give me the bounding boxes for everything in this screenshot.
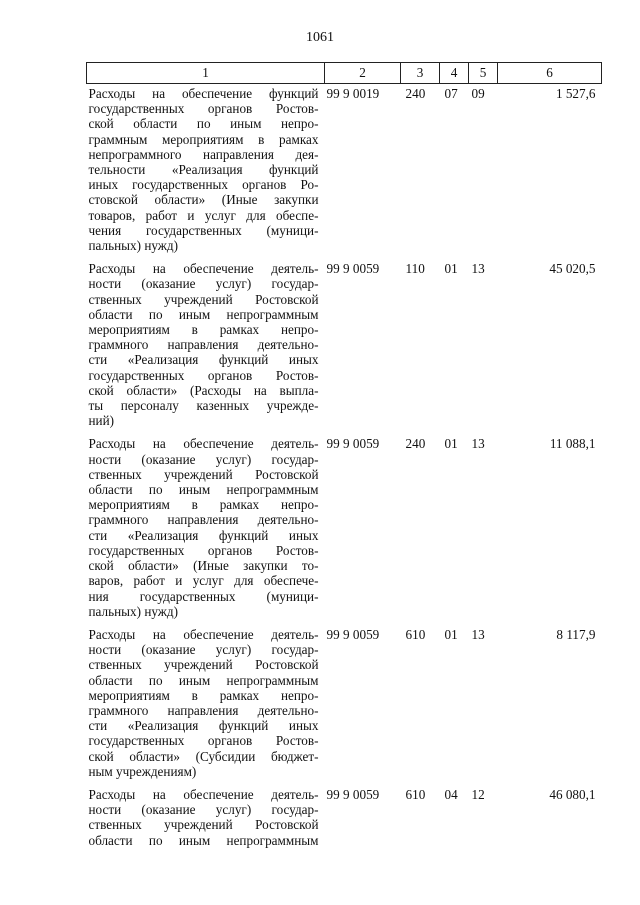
spacer-cell [498,779,602,787]
spacer-cell [498,428,602,436]
header-col-2: 2 [325,63,401,84]
spacer-cell [469,619,498,627]
spacer-cell [87,779,325,787]
expense-description [87,787,325,848]
subsection-code: 13 [471,626,485,642]
spacer-cell [440,428,469,436]
description-line: граммного направления деятельно- [88,337,319,353]
target-article-code: 99 9 0059 [326,786,380,802]
spacer-cell [440,779,469,787]
spacer-cell [325,619,401,627]
subsection-code: 12 [471,786,485,802]
subsection-code: 09 [471,86,485,101]
spacer-cell [440,619,469,627]
description-line: Расходы на обеспечение деятель- [88,626,319,642]
description-line: ской области» (Субсидии бюджет- [88,748,319,764]
description-line: ской области по иным непро- [88,116,319,132]
description-line: сти «Реализация функций иных [88,527,319,543]
description-line: Расходы на обеспечение деятель- [88,436,319,452]
expense-type-code: 240 [405,86,426,101]
spacer-cell [401,619,440,627]
row-spacer [87,253,602,261]
spacer-cell [87,619,325,627]
description-line: тельности «Реализация функций [88,162,319,178]
amount-value: 8 117,9 [556,626,596,642]
table-body [87,84,602,848]
page-number: 1061 [306,30,334,45]
row-spacer [87,779,602,787]
description-line: Расходы на обеспечение деятель- [88,786,319,802]
expense-description [87,627,325,779]
amount-value: 46 080,1 [549,786,596,802]
description-line: государственных органов Ростов- [88,733,319,749]
target-article-code: 99 9 0019 [326,86,380,101]
description-line: граммного направления деятельно- [88,512,319,528]
description-line: непрограммного направления дея- [88,146,319,162]
expense-description [87,84,325,254]
header-col-3: 3 [401,63,440,84]
target-article-code: 99 9 0059 [326,436,380,452]
section-code: 01 [444,436,458,452]
table-header [87,63,602,84]
description-line: ний) [88,413,115,429]
description-line: ской области» (Иные закупки то- [88,558,319,574]
spacer-cell [440,253,469,261]
description-line: пальных) нужд) [88,603,179,619]
spacer-cell [87,428,325,436]
spacer-cell [401,779,440,787]
description-line: иных государственных органов Ро- [88,177,319,193]
spacer-cell [498,619,602,627]
expense-type-code: 240 [405,436,426,452]
expense-description [87,436,325,618]
description-line: ности (оказание услуг) государ- [88,451,319,467]
spacer-cell [469,253,498,261]
spacer-cell [469,428,498,436]
header-col-1: 1 [87,63,325,84]
header-col-4: 4 [440,63,469,84]
description-line: области по иным непрограммным [88,482,319,498]
description-line: мероприятиям в рамках непро- [88,687,319,703]
description-line: области по иным непрограммным [88,672,319,688]
description-line: граммным мероприятиям в рамках [88,131,319,147]
spacer-cell [401,428,440,436]
description-line: государственных органов Ростов- [88,101,319,117]
description-line: ным учреждениям) [88,763,197,779]
header-col-5: 5 [469,63,498,84]
spacer-cell [401,253,440,261]
description-line: ния государственных (муници- [88,588,319,604]
description-line: пальных) нужд) [88,238,179,254]
description-line: ской области» (Расходы на выпла- [88,382,319,398]
description-line: Расходы на обеспечение функций [88,86,319,101]
header-row [87,63,602,84]
description-line: сти «Реализация функций иных [88,352,319,368]
description-line: ности (оказание услуг) государ- [88,276,319,292]
description-line: граммного направления деятельно- [88,702,319,718]
description-line: ности (оказание услуг) государ- [88,802,319,818]
amount-value: 11 088,1 [549,436,596,452]
description-line: ности (оказание услуг) государ- [88,642,319,658]
description-line: ственных учреждений Ростовской [88,291,319,307]
expense-type-code: 610 [405,786,426,802]
description-line: варов, работ и услуг для обеспече- [88,573,319,589]
description-line: ственных учреждений Ростовской [88,657,319,673]
description-line: стовской области» (Иные закупки [88,192,319,208]
description-line: Расходы на обеспечение деятель- [88,261,319,277]
description-line: государственных органов Ростов- [88,542,319,558]
expense-type-code: 610 [405,626,426,642]
description-line: ственных учреждений Ростовской [88,817,319,833]
spacer-cell [325,428,401,436]
description-line: товаров, работ и услуг для обеспе- [88,207,319,223]
header-col-6: 6 [498,63,602,84]
spacer-cell [469,779,498,787]
target-article-code: 99 9 0059 [326,626,380,642]
description-line: чения государственных (муници- [88,222,319,238]
section-code: 01 [444,261,458,277]
description-line: мероприятиям в рамках непро- [88,322,319,338]
amount-value: 1 527,6 [555,86,596,101]
row-spacer [87,619,602,627]
amount-value: 45 020,5 [549,261,596,277]
spacer-cell [498,253,602,261]
description-line: мероприятиям в рамках непро- [88,497,319,513]
description-line: ственных учреждений Ростовской [88,466,319,482]
budget-table [86,62,602,848]
description-line: области по иным непрограммным [88,832,319,848]
section-code: 04 [444,786,458,802]
section-code: 07 [444,86,458,101]
table-row [87,627,602,779]
expense-description [87,261,325,428]
table-row [87,84,602,254]
row-spacer [87,428,602,436]
table-row [87,261,602,428]
section-code: 01 [444,626,458,642]
subsection-code: 13 [471,436,485,452]
target-article-code: 99 9 0059 [326,261,380,277]
description-line: сти «Реализация функций иных [88,718,319,734]
expense-type-code: 110 [405,261,425,277]
spacer-cell [325,253,401,261]
spacer-cell [87,253,325,261]
spacer-cell [325,779,401,787]
description-line: государственных органов Ростов- [88,367,319,383]
subsection-code: 13 [471,261,485,277]
table-row [87,787,602,848]
table-row [87,436,602,618]
description-line: ты персоналу казенных учрежде- [88,398,319,414]
description-line: области по иным непрограммным [88,306,319,322]
